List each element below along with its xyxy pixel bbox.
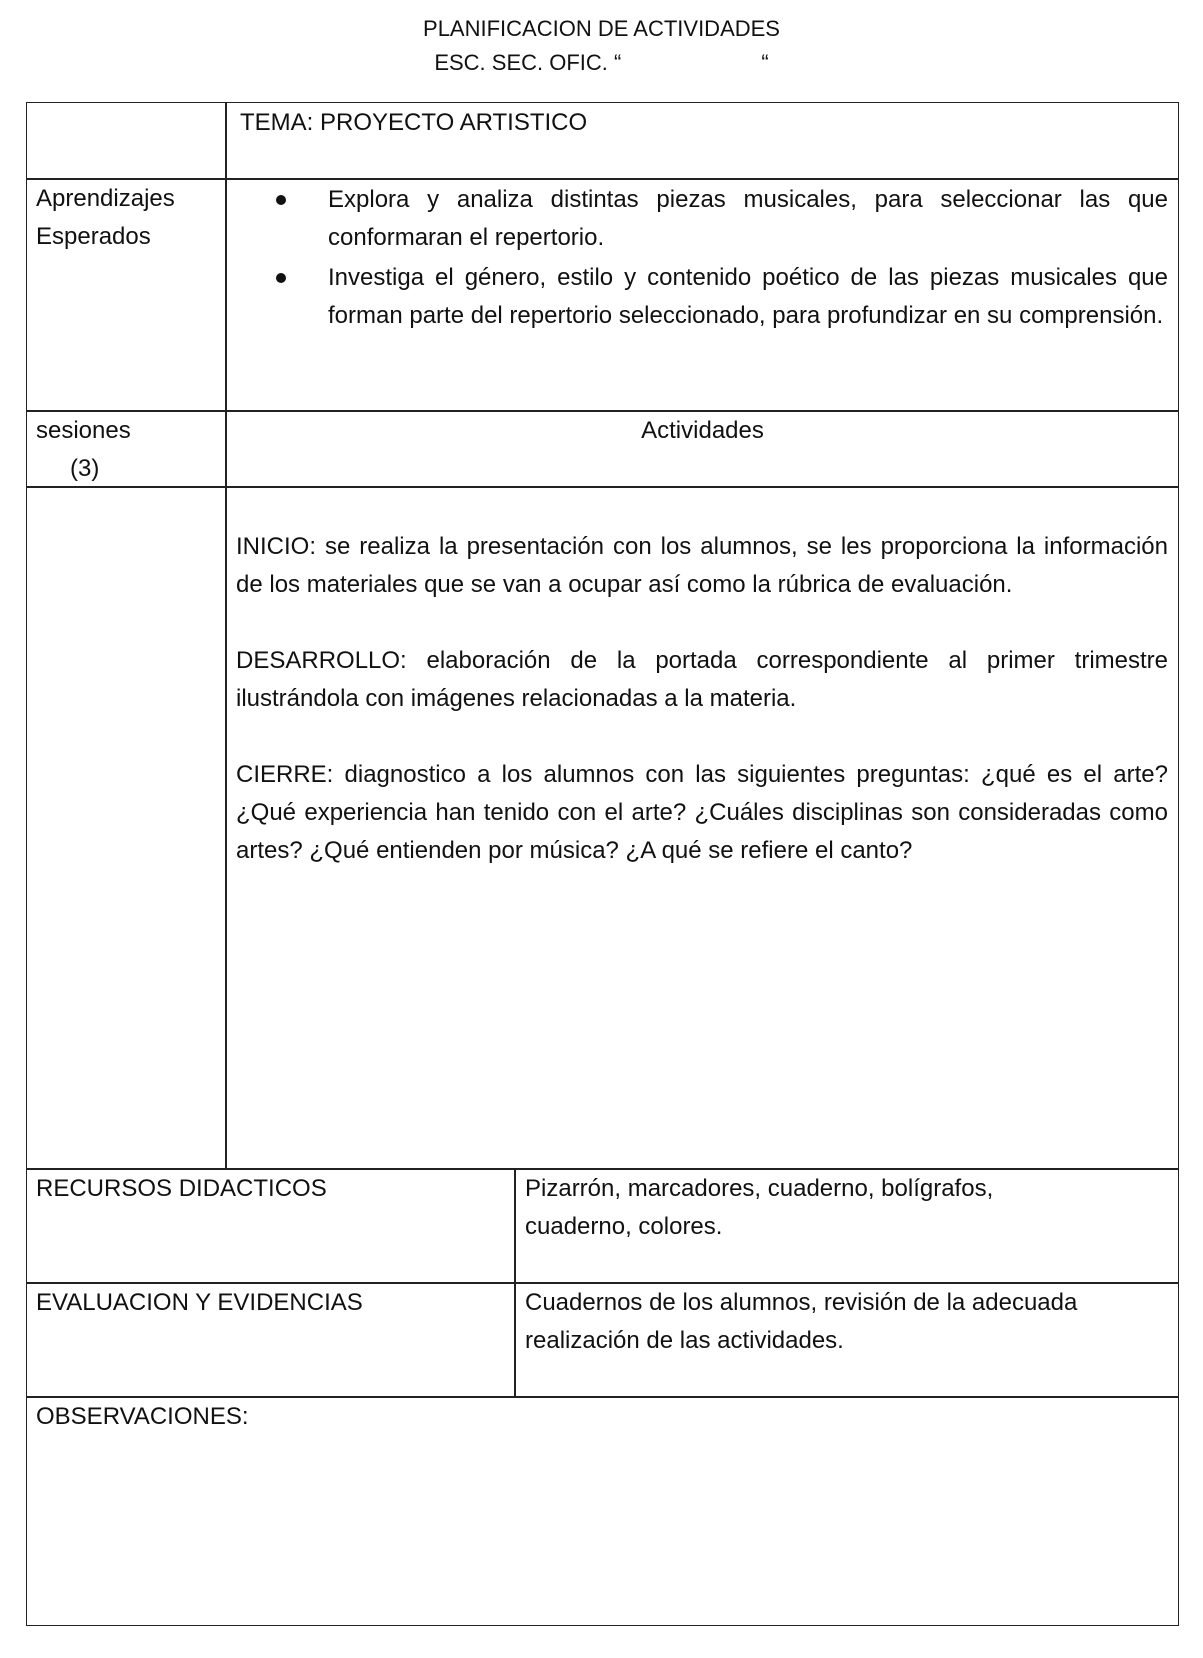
column-divider — [225, 102, 227, 1168]
document-title: PLANIFICACION DE ACTIVIDADES — [423, 16, 780, 41]
tema-cell: TEMA: PROYECTO ARTISTICO — [240, 109, 588, 136]
evaluacion-label: EVALUACION Y EVIDENCIAS — [36, 1289, 363, 1316]
aprendizajes-list — [232, 181, 1168, 337]
observaciones-label: OBSERVACIONES: — [36, 1403, 249, 1430]
activities-content — [236, 528, 1168, 908]
bullet-icon — [276, 195, 286, 205]
school-suffix: “ — [761, 50, 769, 75]
desarrollo-paragraph: DESARROLLO: elaboración de la portada correspondiente al primer trimestre ilustrándola con imágenes relacionadas a la materia. — [236, 647, 1168, 712]
recursos-value: Pizarrón, marcadores, cuaderno, bolígrafos, cuaderno, colores. — [525, 1175, 994, 1240]
school-name — [0, 48, 1203, 78]
sesiones-label: sesiones — [36, 417, 131, 444]
cierre-paragraph: CIERRE: diagnostico a los alumnos con las siguientes preguntas: ¿qué es el arte? ¿Qué experiencia han tenido con el arte? ¿Cuáles disciplinas son consideradas como artes? ¿Qué entienden por música? ¿A qué se refiere el canto? — [236, 761, 1168, 864]
school-prefix: ESC. SEC. OFIC. “ — [434, 50, 622, 75]
actividades-header: Actividades — [641, 417, 764, 444]
row-divider — [26, 178, 1179, 180]
recursos-label: RECURSOS DIDACTICOS — [36, 1175, 327, 1202]
row-divider — [26, 486, 1179, 488]
list-item: Explora y analiza distintas piezas musicales, para seleccionar las que conformaran el repertorio. — [232, 181, 1168, 257]
inicio-paragraph: INICIO: se realiza la presentación con los alumnos, se les proporciona la información de los materiales que se van a ocupar así como la rúbrica de evaluación. — [236, 533, 1168, 598]
aprendizajes-label: Aprendizajes Esperados — [36, 185, 175, 250]
sesiones-count: (3) — [70, 455, 100, 482]
column-divider — [514, 1168, 516, 1396]
list-item: Investiga el género, estilo y contenido poético de las piezas musicales que forman parte del repertorio seleccionado, para profundizar en su comprensión. — [232, 259, 1168, 335]
evaluacion-value: Cuadernos de los alumnos, revisión de la adecuada realización de las actividades. — [525, 1289, 1078, 1354]
bullet-icon — [276, 273, 286, 283]
